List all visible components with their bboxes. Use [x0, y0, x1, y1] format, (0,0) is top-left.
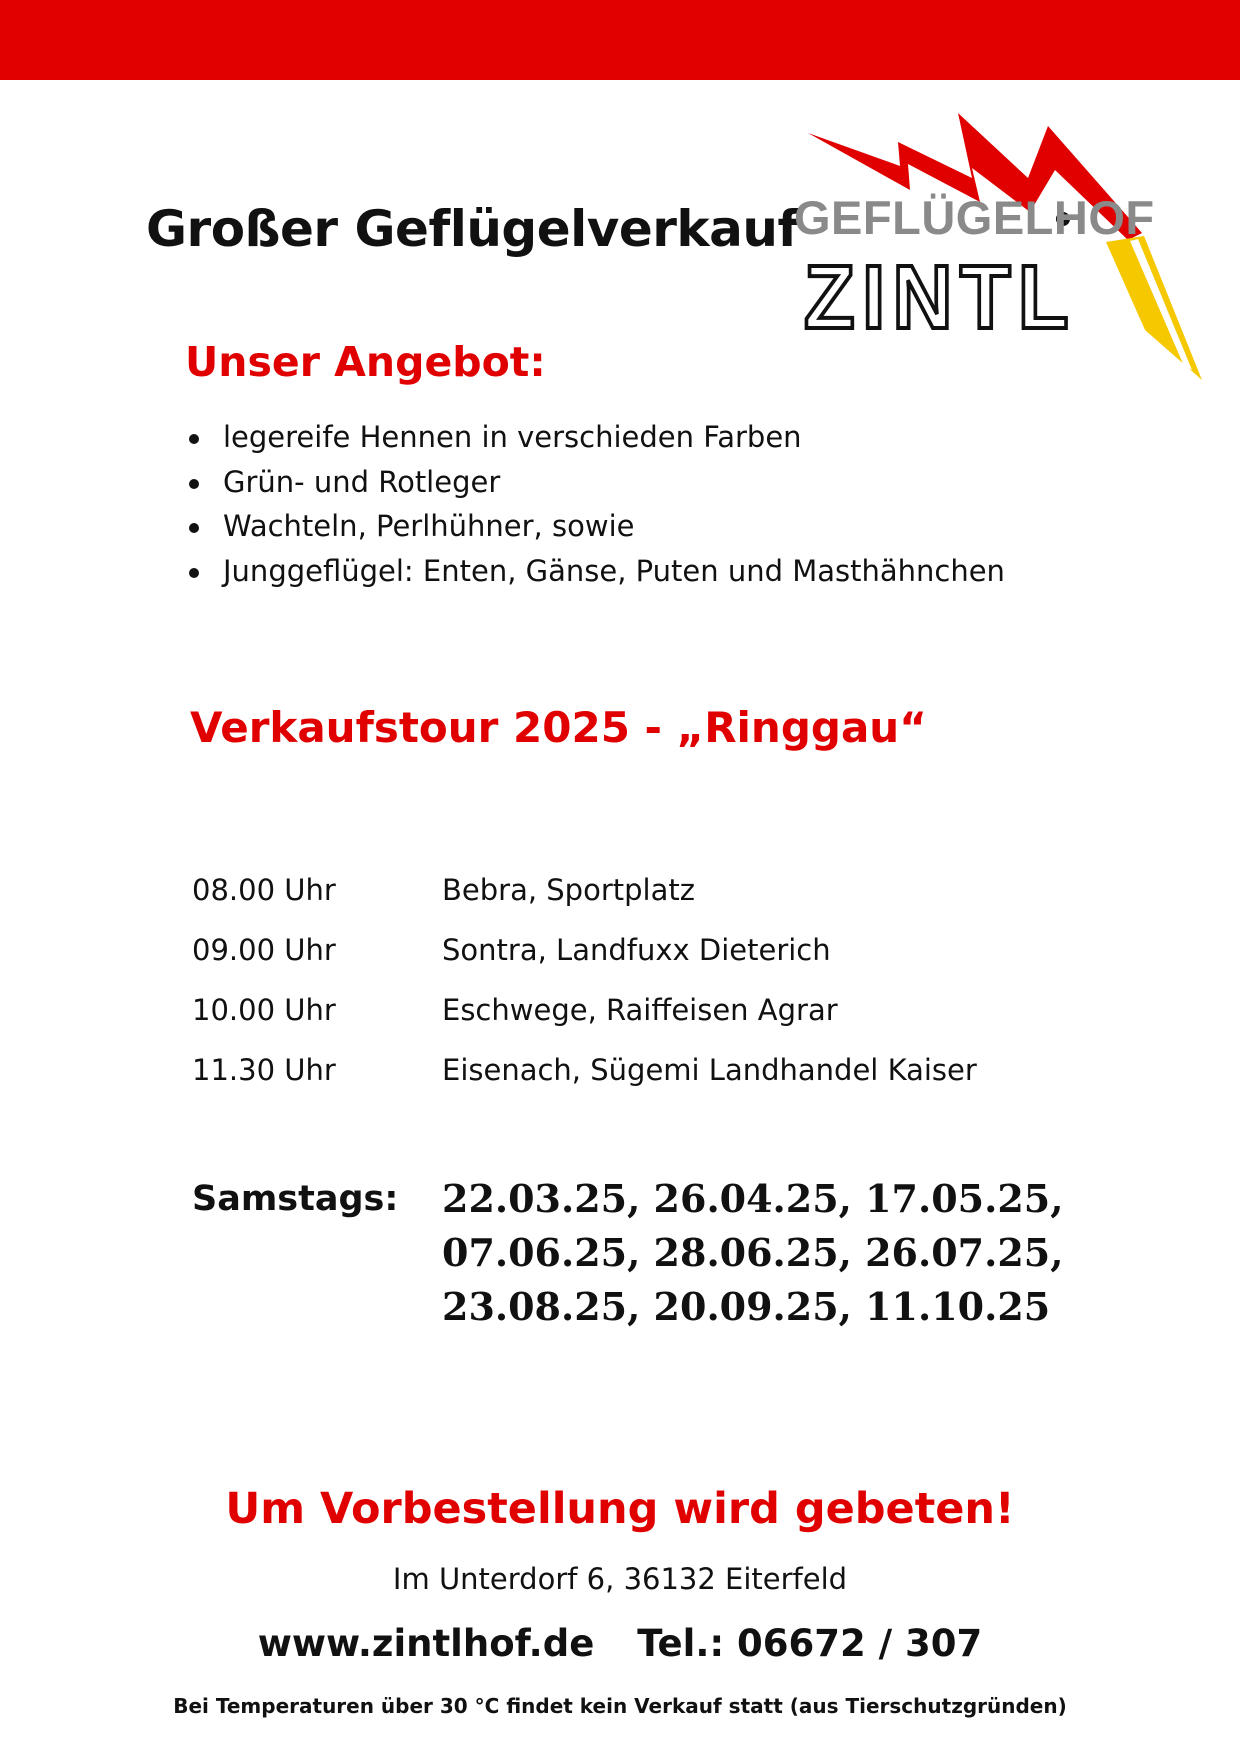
date-line: 23.08.25, 20.09.25, 11.10.25 — [442, 1284, 1051, 1329]
schedule-place: Bebra, Sportplatz — [442, 873, 695, 907]
preorder-notice: Um Vorbestellung wird gebeten! — [225, 1484, 1015, 1534]
website-link[interactable]: www.zintlhof.de — [257, 1622, 595, 1665]
schedule-row — [192, 860, 977, 920]
phone-number: Tel.: 06672 / 307 — [637, 1622, 983, 1665]
schedule-time: 09.00 Uhr — [192, 933, 336, 967]
offer-list — [185, 415, 1005, 593]
temperature-footnote: Bei Temperaturen über 30 °C findet kein Verkauf statt (aus Tierschutzgründen) — [173, 1694, 1067, 1718]
schedule-table — [192, 860, 977, 1100]
schedule-row — [192, 920, 977, 980]
saturday-dates — [192, 1172, 1063, 1334]
list-item: legereife Hennen in verschieden Farben — [185, 415, 1005, 460]
schedule-row — [192, 1040, 977, 1100]
schedule-time: 10.00 Uhr — [192, 993, 336, 1027]
list-item: Wachteln, Perlhühner, sowie — [185, 504, 1005, 549]
dates-list — [442, 1172, 1063, 1334]
contact-line — [0, 1622, 1240, 1665]
offer-heading: Unser Angebot: — [185, 338, 546, 386]
schedule-place: Eisenach, Sügemi Landhandel Kaiser — [442, 1053, 977, 1087]
logo-brand-text: GEFLÜGELHOF — [794, 191, 1155, 244]
dates-label: Samstags: — [192, 1179, 399, 1219]
address: Im Unterdorf 6, 36132 Eiterfeld — [392, 1562, 848, 1596]
page-title: Großer Geflügelverkauf — [146, 200, 799, 258]
list-item: Grün- und Rotleger — [185, 460, 1005, 505]
logo-name-text: ZINTL — [804, 248, 1076, 348]
schedule-row — [192, 980, 977, 1040]
date-line: 07.06.25, 28.06.25, 26.07.25, — [442, 1230, 1064, 1275]
top-red-bar — [0, 0, 1240, 80]
date-line: 22.03.25, 26.04.25, 17.05.25, — [442, 1176, 1064, 1221]
schedule-time: 11.30 Uhr — [192, 1053, 336, 1087]
schedule-time: 08.00 Uhr — [192, 873, 336, 907]
logo-yellow-beak-shape — [1106, 236, 1202, 380]
schedule-place: Eschwege, Raiffeisen Agrar — [442, 993, 838, 1027]
list-item: Junggeflügel: Enten, Gänse, Puten und Masthähnchen — [185, 549, 1005, 594]
gefluegelhof-zintl-logo — [790, 108, 1210, 388]
schedule-place: Sontra, Landfuxx Dieterich — [442, 933, 831, 967]
tour-heading: Verkaufstour 2025 - „Ringgau“ — [190, 703, 927, 752]
